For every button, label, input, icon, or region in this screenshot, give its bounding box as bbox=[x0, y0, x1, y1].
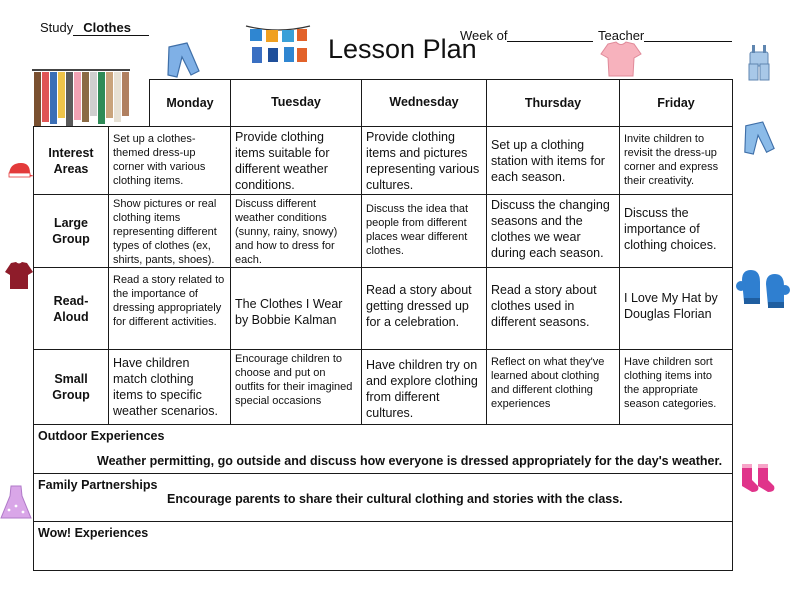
family-partnerships-text: Encourage parents to share their cultural clothing and stories with the class. bbox=[167, 492, 623, 506]
wow-experiences-section bbox=[33, 521, 733, 571]
cell-interest-wednesday: Provide clothing items and pictures representing various cultures. bbox=[361, 126, 487, 195]
row-label-text: Read- Aloud bbox=[53, 293, 89, 324]
cell-interest-monday: Set up a clothes-themed dress-up corner with various clothing items. bbox=[108, 126, 231, 195]
day-header-thursday: Thursday bbox=[486, 79, 620, 127]
cell-small-friday: Have children sort clothing items into the appropriate season categories. bbox=[619, 349, 733, 425]
week-field bbox=[460, 28, 593, 43]
row-label-read-aloud bbox=[33, 267, 109, 350]
day-header-friday: Friday bbox=[619, 79, 733, 127]
row-label-text: Large Group bbox=[52, 216, 90, 246]
outdoor-experiences-title: Outdoor Experiences bbox=[38, 429, 165, 443]
cell-large-wednesday: Discuss the idea that people from different places wear different clothes. bbox=[361, 194, 487, 268]
red-sweater-icon bbox=[4, 260, 34, 290]
cell-read-wednesday: Read a story about getting dressed up for a celebration. bbox=[361, 267, 487, 350]
day-header-monday: Monday bbox=[149, 79, 231, 127]
cell-interest-thursday: Set up a clothing station with items for each season. bbox=[486, 126, 620, 195]
outdoor-experiences-text: Weather permitting, go outside and discuss how everyone is dressed appropriately for the day's weather. bbox=[97, 454, 723, 468]
cell-small-wednesday: Have children try on and explore clothing from different cultures. bbox=[361, 349, 487, 425]
wow-experiences-title: Wow! Experiences bbox=[38, 526, 149, 540]
cell-large-friday: Discuss the importance of clothing choices. bbox=[619, 194, 733, 268]
week-blank bbox=[507, 29, 593, 42]
cell-small-monday: Have children match clothing items to specific weather scenarios. bbox=[108, 349, 231, 425]
cell-interest-friday: Invite children to revisit the dress-up corner and express their creativity. bbox=[619, 126, 733, 195]
row-label-interest-areas bbox=[33, 126, 109, 195]
row-label-small-group bbox=[33, 349, 109, 425]
overalls-icon bbox=[744, 44, 774, 82]
cell-large-thursday: Discuss the changing seasons and the clothes we wear during each season. bbox=[486, 194, 620, 268]
cell-read-thursday: Read a story about clothes used in different seasons. bbox=[486, 267, 620, 350]
cell-read-tuesday: The Clothes I Wear by Bobbie Kalman bbox=[230, 267, 362, 350]
clothes-rack-icon bbox=[30, 66, 132, 128]
row-label-text: Interest Areas bbox=[48, 145, 94, 176]
cell-read-monday: Read a story related to the importance of dressing appropriately for different activities. bbox=[108, 267, 231, 350]
cell-small-thursday: Reflect on what they've learned about clothing and different clothing experiences bbox=[486, 349, 620, 425]
cell-large-monday: Show pictures or real clothing items representing different types of clothes (ex, shirts, pants, shoes). bbox=[108, 194, 231, 268]
mittens-icon bbox=[736, 266, 790, 314]
day-header-wednesday: Wednesday bbox=[361, 79, 487, 127]
teacher-label: Teacher bbox=[598, 28, 645, 43]
dress-icon bbox=[0, 484, 32, 520]
row-label-text: Small Group bbox=[52, 372, 90, 402]
cell-small-tuesday: Encourage children to choose and put on outfits for their imagined special occasions bbox=[230, 349, 362, 425]
study-label: Study bbox=[40, 20, 74, 35]
socks-icon bbox=[738, 462, 776, 494]
outdoor-experiences-section bbox=[33, 424, 733, 474]
jeans-icon bbox=[165, 41, 201, 81]
cell-interest-tuesday: Provide clothing items suitable for different weather conditions. bbox=[230, 126, 362, 195]
row-label-large-group bbox=[33, 194, 109, 268]
teacher-blank bbox=[644, 29, 732, 42]
clothesline-icon bbox=[244, 20, 312, 68]
family-partnerships-section bbox=[33, 473, 733, 522]
study-field bbox=[40, 20, 149, 36]
cap-icon bbox=[6, 160, 34, 182]
page-title: Lesson Plan bbox=[328, 34, 477, 64]
cell-large-tuesday: Discuss different weather conditions (sunny, rainy, snowy) and how to dress for each. bbox=[230, 194, 362, 268]
jeans-icon bbox=[742, 120, 776, 158]
pink-tshirt-icon bbox=[600, 40, 642, 78]
week-label: Week of bbox=[460, 28, 508, 43]
study-value: Clothes bbox=[73, 20, 149, 36]
day-header-tuesday: Tuesday bbox=[230, 79, 362, 127]
family-partnerships-title: Family Partnerships bbox=[38, 478, 158, 492]
cell-read-friday: I Love My Hat by Douglas Florian bbox=[619, 267, 733, 350]
